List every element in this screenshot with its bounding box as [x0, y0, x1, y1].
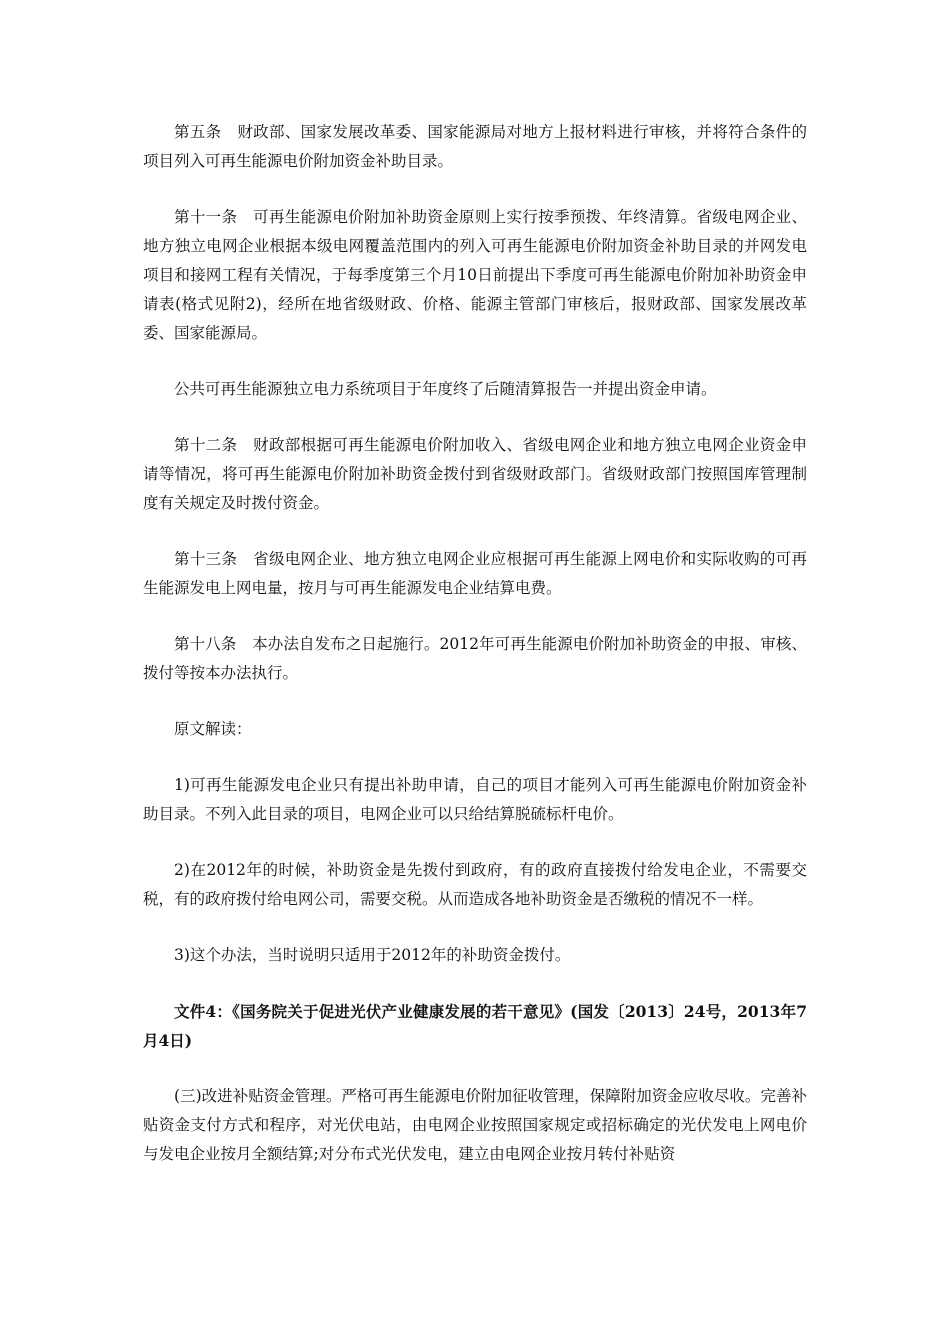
document-body [143, 118, 807, 1196]
article-13-paragraph: 第十三条 省级电网企业、地方独立电网企业应根据可再生能源上网电价和实际收购的可再生能源发电上网电量，按月与可再生能源发电企业结算电费。 [143, 550, 807, 597]
interpretation-point-2: 2)在2012年的时候，补助资金是先拨付到政府，有的政府直接拨付给发电企业，不需要交税，有的政府拨付给电网公司，需要交税。从而造成各地补助资金是否缴税的情况不一样。 [143, 861, 807, 908]
interpretation-heading: 原文解读： [174, 720, 252, 738]
document-4-heading: 文件4：《国务院关于促进光伏产业健康发展的若干意见》(国发〔2013〕24号，2013年7月4日) [143, 1002, 807, 1050]
article-18-paragraph: 第十八条 本办法自发布之日起施行。2012年可再生能源电价附加补助资金的申报、审核、拨付等按本办法执行。 [143, 635, 807, 682]
public-system-paragraph: 公共可再生能源独立电力系统项目于年度终了后随清算报告一并提出资金申请。 [174, 380, 717, 398]
interpretation-point-3: 3)这个办法，当时说明只适用于2012年的补助资金拨付。 [174, 946, 571, 964]
article-11-paragraph: 第十一条 可再生能源电价附加补助资金原则上实行按季预拨、年终清算。省级电网企业、地方独立电网企业根据本级电网覆盖范围内的列入可再生能源电价附加资金补助目录的并网发电项目和接网工程有关情况，于每季度第三个月10日前提出下季度可再生能源电价附加补助资金申请表(格式见附2)，经所在地省级财政、价格、能源主管部门审核后，报财政部、国家发展改革委、国家能源局。 [143, 208, 807, 342]
interpretation-point-1: 1)可再生能源发电企业只有提出补助申请，自己的项目才能列入可再生能源电价附加资金补助目录。不列入此目录的项目，电网企业可以只给结算脱硫标杆电价。 [143, 776, 807, 823]
subsidy-management-paragraph: (三)改进补贴资金管理。严格可再生能源电价附加征收管理，保障附加资金应收尽收。完善补贴资金支付方式和程序，对光伏电站，由电网企业按照国家规定或招标确定的光伏发电上网电价与发电企业按月全额结算;对分布式光伏发电，建立由电网企业按月转付补贴资 [143, 1087, 807, 1163]
article-12-paragraph: 第十二条 财政部根据可再生能源电价附加收入、省级电网企业和地方独立电网企业资金申请等情况，将可再生能源电价附加补助资金拨付到省级财政部门。省级财政部门按照国库管理制度有关规定及时拨付资金。 [143, 436, 807, 512]
article-5-paragraph: 第五条 财政部、国家发展改革委、国家能源局对地方上报材料进行审核，并将符合条件的项目列入可再生能源电价附加资金补助目录。 [143, 123, 807, 170]
